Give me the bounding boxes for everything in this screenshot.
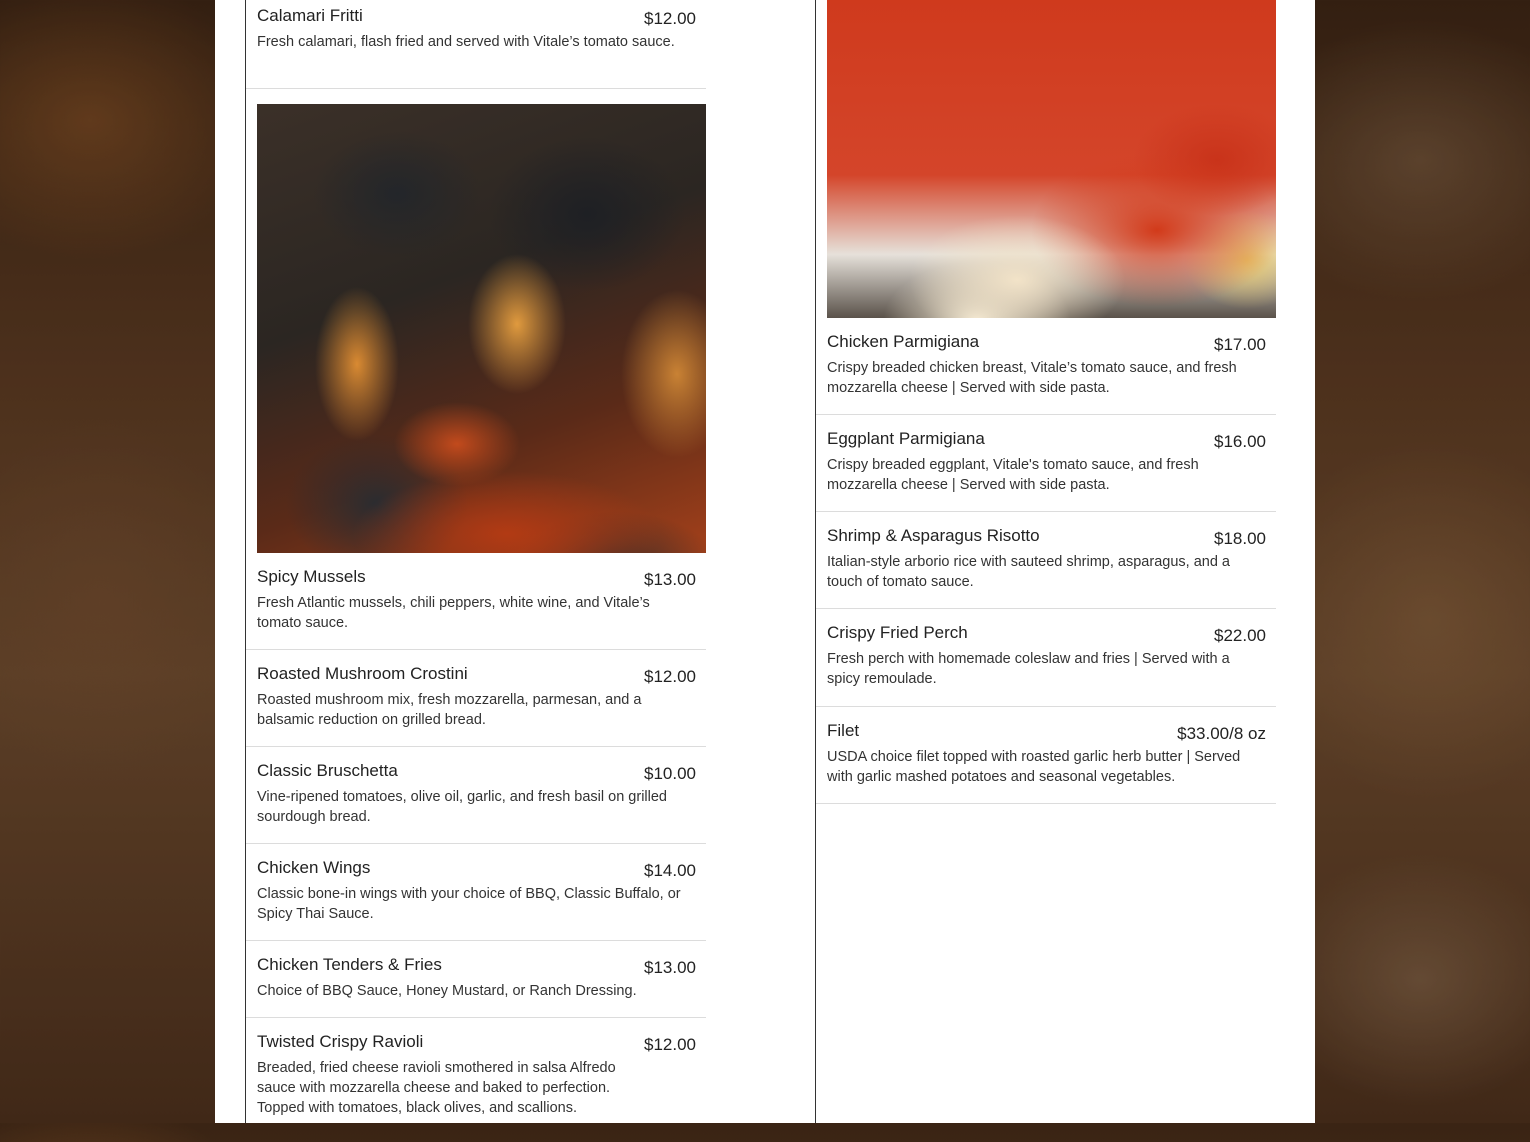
menu-item[interactable] bbox=[246, 567, 706, 650]
menu-item[interactable] bbox=[246, 955, 706, 1018]
item-price: $12.00 bbox=[644, 667, 696, 686]
item-price: $14.00 bbox=[644, 861, 696, 880]
item-name: Classic Bruschetta bbox=[257, 761, 398, 780]
item-description: Choice of BBQ Sauce, Honey Mustard, or Ranch Dressing. bbox=[257, 983, 637, 999]
item-description: Fresh perch with homemade coleslaw and fries | Served with a spicy remoulade. bbox=[827, 651, 1230, 687]
item-description: Italian-style arborio rice with sauteed shrimp, asparagus, and a touch of tomato sauce. bbox=[827, 554, 1230, 590]
item-name: Eggplant Parmigiana bbox=[827, 429, 985, 448]
item-description: USDA choice filet topped with roasted garlic herb butter | Served with garlic mashed potatoes and seasonal vegetables. bbox=[827, 749, 1241, 785]
item-name: Crispy Fried Perch bbox=[827, 623, 968, 642]
item-price: $18.00 bbox=[1214, 529, 1266, 548]
item-name: Chicken Parmigiana bbox=[827, 332, 980, 351]
item-price: $10.00 bbox=[644, 764, 696, 783]
menu-item[interactable] bbox=[246, 6, 706, 89]
menu-item[interactable] bbox=[246, 664, 706, 747]
chicken-parmigiana-photo bbox=[827, 0, 1276, 318]
item-price: $13.00 bbox=[644, 570, 696, 589]
menu-item[interactable] bbox=[816, 526, 1276, 609]
item-price: $17.00 bbox=[1214, 335, 1266, 354]
item-name: Shrimp & Asparagus Risotto bbox=[827, 526, 1040, 545]
menu-item[interactable] bbox=[246, 761, 706, 844]
item-description: Fresh calamari, flash fried and served with Vitale’s tomato sauce. bbox=[257, 34, 675, 50]
item-description: Breaded, fried cheese ravioli smothered in salsa Alfredo sauce with mozzarella cheese and baked to perfection. Topped with tomatoes, black olives, and scallions. bbox=[257, 1060, 616, 1116]
item-price: $16.00 bbox=[1214, 432, 1266, 451]
menu-item[interactable] bbox=[816, 721, 1276, 804]
item-price: $13.00 bbox=[644, 958, 696, 977]
item-name: Roasted Mushroom Crostini bbox=[257, 664, 468, 683]
menu-item[interactable] bbox=[246, 858, 706, 941]
item-name: Chicken Tenders & Fries bbox=[257, 955, 442, 974]
item-description: Fresh Atlantic mussels, chili peppers, white wine, and Vitale’s tomato sauce. bbox=[257, 595, 650, 631]
item-name: Spicy Mussels bbox=[257, 567, 366, 586]
menu-column-left bbox=[245, 0, 706, 1123]
spicy-mussels-photo bbox=[257, 104, 706, 553]
item-name: Filet bbox=[827, 721, 860, 740]
item-description: Crispy breaded chicken breast, Vitale’s tomato sauce, and fresh mozzarella cheese | Served with side pasta. bbox=[827, 360, 1237, 396]
item-price: $12.00 bbox=[644, 1035, 696, 1054]
item-description: Classic bone-in wings with your choice of BBQ, Classic Buffalo, or Spicy Thai Sauce. bbox=[257, 886, 681, 922]
item-name: Chicken Wings bbox=[257, 858, 371, 877]
item-price: $33.00/8 oz bbox=[1177, 724, 1266, 743]
item-description: Vine-ripened tomatoes, olive oil, garlic, and fresh basil on grilled sourdough bread. bbox=[257, 789, 667, 825]
item-name: Calamari Fritti bbox=[257, 6, 363, 25]
item-description: Roasted mushroom mix, fresh mozzarella, parmesan, and a balsamic reduction on grilled bread. bbox=[257, 692, 642, 728]
menu-item[interactable] bbox=[816, 429, 1276, 512]
menu-column-right bbox=[815, 0, 1276, 1123]
menu-item[interactable] bbox=[816, 623, 1276, 707]
menu-item[interactable] bbox=[246, 1032, 706, 1142]
item-price: $12.00 bbox=[644, 9, 696, 28]
item-name: Twisted Crispy Ravioli bbox=[257, 1032, 424, 1051]
menu-item[interactable] bbox=[816, 332, 1276, 415]
item-price: $22.00 bbox=[1214, 626, 1266, 645]
item-description: Crispy breaded eggplant, Vitale's tomato sauce, and fresh mozzarella cheese | Served with side pasta. bbox=[827, 457, 1199, 493]
